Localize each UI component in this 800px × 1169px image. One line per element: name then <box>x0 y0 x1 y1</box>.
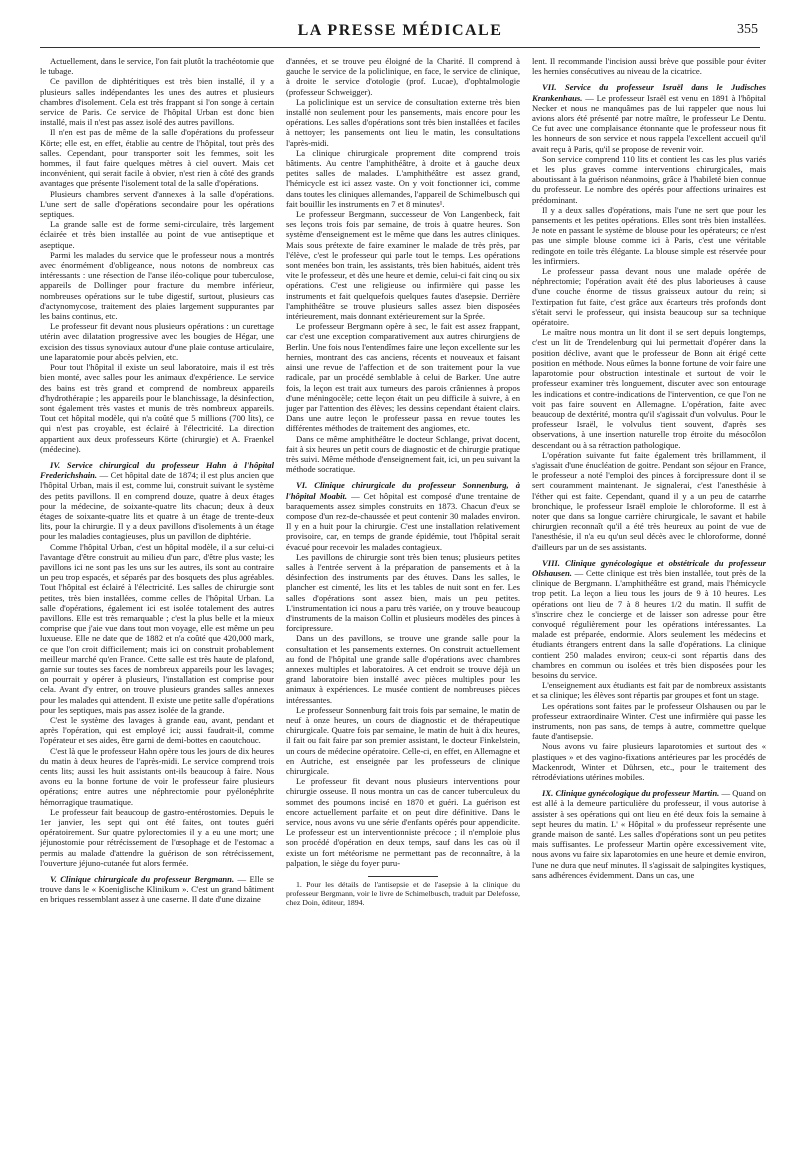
section-paragraph <box>532 82 766 153</box>
paragraph: Nous avons vu faire plusieurs laparotomies et surtout des « plastiques » et des vagino-fixations antérieures par les procédés de Mackenrodt, Winter et Dührsen, etc., pour le traitement des rétrodéviations utérines mobiles. <box>532 741 766 783</box>
paragraph: Le professeur fit devant nous plusieurs opérations : un curettage utérin avec dilatation progressive avec les bougies de Hégar, une excision des tissus synoviaux autour d'une plaie contuse articulaire, une laparatomie pour abcès pelvien, etc. <box>40 321 274 362</box>
section-paragraph <box>532 558 766 680</box>
paragraph: Actuellement, dans le service, l'on fait plutôt la trachéotomie que le tubage. <box>40 56 274 77</box>
section-paragraph <box>40 460 274 542</box>
section-heading: VIII. Clinique gynécologique et obstétricale du professeur Olshausen. <box>532 557 766 578</box>
paragraph: Il y a deux salles d'opérations, mais l'une ne sert que pour les pansements et les petites opérations. Elles sont très bien installées. Je note en passant le système de blouse pour les opérateurs; ce n'est pas une simple blouse comme ici à Paris, c'est une véritable redingote en toile très élégante. La blouse simple est réservée pour les infirmiers. <box>532 204 766 266</box>
section-text: — Cet hôpital est composé d'une trentaine de baraquements assez simples construits en 1873. Chacun d'eux se compose d'un rez-de-chaussée et peut contenir 30 malades environ. Il y en a huit pour la chirurgie. C'est une installation relativement provisoire, car, en temps de grande épidémie, tout l'hôpital serait évacué pour recevoir les malades contagieux. <box>286 490 520 552</box>
section-paragraph <box>532 788 766 880</box>
column-2 <box>286 56 520 1161</box>
paragraph: Il n'en est pas de même de la salle d'opérations du professeur Körte; elle est, en effet, établie au centre de l'hôpital, tout près des salles. Cependant, pour transporter soit les femmes, soit les hommes, il faut faire quelques mètres à ciel ouvert. Mais cet inconvénient, qui serait facile à obvier, n'est rien à côté des grands avantages que présente l'isolement total de la salle d'opérations. <box>40 127 274 189</box>
paragraph: Le professeur fait beaucoup de gastro-entérostomies. Depuis le 1er janvier, les sept qui ont été faites, ont toutes guéri opératoirement. Sur quatre pylorectomies il y a eu une mort; une jéjunostomie pour rétrécissement de l'œsophage et de l'estomac a permis au malade d'attendre la guérison de son rétrécissement, l'ouverture jéjuno-cutanée fut alors fermée. <box>40 806 274 868</box>
paragraph: La policlinique est un service de consultation externe très bien installé non seulement pour les pansements, mais encore pour les opérations. Les salles d'opérations sont très bien installées et faciles à nettoyer; les pansements ont lieu le matin, les consultations l'après-midi. <box>286 96 520 148</box>
paragraph: La clinique chirurgicale proprement dite comprend trois bâtiments. Au centre l'amphithéâtre, à droite et à gauche deux petites salles de malades. L'amphithéâtre est assez grand, l'hémicycle est ici assez vaste. On y voit fonctionner ici, comme dans toutes les cliniques allemandes, l'appareil de Schimelbusch qui fait bouillir les instruments en 7 et 8 minutes¹. <box>286 147 520 209</box>
footnote-rule <box>368 876 438 877</box>
section-heading: VII. Service du professeur Israël dans le Judisches Krankenhaus. <box>532 82 766 103</box>
paragraph: Les opérations sont faites par le professeur Olshausen ou par le professeur extraordinaire Winter. C'est une infirmière qui passe les instruments, non pas sans, de temps à autre, commettre quelque faute d'antisepsie. <box>532 700 766 742</box>
paragraph: Son service comprend 110 lits et contient les cas les plus variés et les plus graves comme interventions chirurgicales, mais aboutissant à la guérison néanmoins, grâce à l'habileté bien connue du professeur. Le nombre des opérés pour affections urinaires est prédominant. <box>532 153 766 205</box>
paragraph: Le maître nous montra un lit dont il se sert depuis longtemps, c'est un lit de Trendelenburg qui lui permettait d'opérer dans la position déclive, avant que le professeur de Bonn ait érigé cette position en méthode. Nous eûmes la bonne fortune de voir faire une laparotomie pour obstruction intestinale et surtout de voir le professeur examiner très longuement, discuter avec son entourage les indications et contre-indications de l'intervention, ce que l'on ne voit pas faire souvent en Allemagne. L'opération, faite avec beaucoup de dextérité, montra qu'il s'agissait d'un volvulus. Pour le professeur Israël, le volvulus tient souvent, d'après ses observations, à une insertion naturelle trop étroite du mésocôlon descendant ou à sa rétraction pathologique. <box>532 327 766 450</box>
paragraph: Le professeur Bergmann, successeur de Von Langenbeck, fait ses leçons trois fois par semaine, de trois à quatre heures. Son système d'enseignement est le même que dans les autres cliniques. Mais sous prétexte de faire examiner le malade de très près, par l'élève, c'est le professeur qui parle tout le temps. Les opérations sont menées bon train, les assistants, très bien habitués, aident très vite le professeur, et dès une heure et demie, celui-ci fait cinq ou six opérations. C'est une religieuse ou infirmière qui passe les instruments et fait quelquefois quelques fautes d'asepsie. Derrière l'amphithéâtre se trouve plusieurs salles assez bien disposées intérieurement, mais donnant extérieurement sur la Sprée. <box>286 209 520 322</box>
paragraph: lent. Il recommande l'incision aussi brève que possible pour éviter les hernies consécutives au niveau de la cicatrice. <box>532 56 766 77</box>
paragraph: d'années, et se trouve peu éloigné de la Charité. Il comprend à gauche le service de la policlinique, en face, le service de clinique, à droite le service d'otologie (prof. Lucae), d'ophtalmologie (professeur Schweigger). <box>286 56 520 97</box>
paragraph: La grande salle est de forme semi-circulaire, très largement éclairée et très bien installée au point de vue antiseptique et aseptique. <box>40 219 274 250</box>
paragraph: C'est là que le professeur Hahn opère tous les jours de dix heures du matin à deux heures de l'après-midi. Le service comprend trois cents lits; aussi les huit assistants ont-ils beaucoup à faire. Nous avons eu la bonne fortune de voir le professeur faire plusieurs opérations; entre autres une néphrectomie pour pyélonéphrite hémorragique traumatique. <box>40 745 274 807</box>
section-text: — Cette clinique est très bien installée, tout près de la clinique de Bergmann. L'amphithéâtre est grand, mais l'hémicycle trop petit. La leçon a lieu tous les jours de 9 à 10 heures. Les opérations ont lieu de 7 à 8 heures 1/2 du matin. Il suffit de s'inscrire chez le concierge et de laisser son adresse pour être convoqué régulièrement pour les opérations intéressantes. La malade est préparée, endormie. Alors seulement les médecins et étudiants étrangers entrent dans la salle d'opérations. La clinique contient 250 malades environ; ceux-ci sont répartis dans des chambres en commun ou isolées et très bien disposées pour les besoins du service. <box>532 567 766 680</box>
section-heading: VI. Clinique chirurgicale du professeur Sonnenburg, à l'hôpital Moabit. <box>286 480 520 501</box>
section-heading: IX. Clinique gynécologique du professeur Martin. <box>542 788 720 799</box>
paragraph: Comme l'hôpital Urban, c'est un hôpital modèle, il a sur celui-ci l'avantage d'être construit au milieu d'un parc, d'être plus vaste; les pavillons ici ne sont pas les uns sur les autres, ils sont au contraire un peu trop espacés, et séparés par des bosquets des plus agréables. Tout l'hôpital est éclairé à l'électricité. Les salles de chirurgie sont petites, très bien installées, comme celles de l'hôpital Urban. La salle d'opérations, également ici est isolée totalement des autres pavillons. Elle est très remarquable ; c'est la plus belle et la mieux comprise que j'aie vue dans tout mon voyage, elle est même un peu luxueuse. Elle ne date que de 1882 et n'a coûté que 420,000 mark, ce que l'on croit difficilement; mais ici on construit probablement meilleur marché qu'en France. Cette salle est très haute de plafond, garnie sur toutes ses faces de nombreux appareils pour les lavages; on pourrait y opérer à plusieurs, l'installation est comprise pour cela. Avant d'y entrer, on trouve plusieurs grandes salles annexes pour les malades qui attendent. Il existe une petite salle d'opérations pour les septiques, mais pas assez isolée de la grande. <box>40 541 274 715</box>
paragraph: C'est le système des lavages à grande eau, avant, pendant et après l'opération, qui est employé ici; aussi faudrait-il, comme l'opérateur et ses aides, être garni de demi-bottes en caoutchouc. <box>40 715 274 746</box>
paragraph: Ce pavillon de diphtéritiques est très bien installé, il y a plusieurs salles indépendantes les unes des autres et plusieurs chambres d'isolement. Cela est très frappant si l'on songe à certain service de Paris. Ce service de l'hôpital Urban est donc bien installé, mais il n'est pas assez isolé des autres pavillons. <box>40 76 274 128</box>
section-text: — Cet hôpital date de 1874; il est plus ancien que l'hôpital Urban, mais il est, comme lui, construit suivant le système des petits pavillons. Il en comprend douze, quatre à deux étages pour la médecine, de soixante-quatre lits chacun; deux à deux étages de soixante-quatre lits et quatre à un étage de trente-deux lits, pour la chirurgie. Il y a deux pavillons d'isolements à un étage pour les maladies contagieuses, plus un pavillon de diphtérie. <box>40 470 274 542</box>
paragraph: L'opération suivante fut faite également très brillamment, il s'agissait d'une énucléation de goitre. Pendant son séjour en France, le professeur a noté l'emploi des pinces à forcipressure dont il se sert couramment maintenant. Je signalerai, c'est l'anesthésie à l'éther qui est faite. Cependant, quand il y a un peu de catarrhe bronchique, le professeur Israël emploie le chloroforme. Il est à noter que dans sa longue carrière chirurgicale, le savant et habile chirurgien reconnaît qu'il a été très heureux au point de vue de l'anesthésie, il n'a eu qu'un seul décès avec le chloroforme, donné d'ailleurs par un de ses assistants. <box>532 449 766 552</box>
paragraph: Pour tout l'hôpital il existe un seul laboratoire, mais il est très bien monté, avec salles pour les animaux d'expérience. Le service des bains est très grand et comprend de nombreux appareils d'hydrothérapie ; les appareils pour le blanchissage, la désinfection, sont également très vastes et munis de très nombreux appareils. Tout cet hôpital modèle, qui n'a coûté que 5 millions (700 lits), ce qui n'est pas croyable, est éclairé à l'électricité. La direction appartient aux deux professeurs Körte (chirurgie) et A. Fraenkel (médecine). <box>40 362 274 454</box>
section-text: — Elle se trouve dans le « Koeniglische Klinikum ». C'est un grand bâtiment en briques ressemblant assez à une caserne. Il date d'une dizaine <box>40 874 274 905</box>
paragraph: Dans un des pavillons, se trouve une grande salle pour la consultation et les pansements externes. On construit actuellement au fond de l'hôpital une grande salle d'opérations avec chambres annexes multiples et laboratoires. A cet endroit se trouve déjà un grand laboratoire bien installé avec pièces multiples pour les animaux à expériences. Le musée contient de nombreuses pièces intéressantes. <box>286 633 520 705</box>
article-columns <box>40 56 768 1161</box>
paragraph: Parmi les malades du service que le professeur nous a montrés avec énormément d'obligeance, nous notons de nombreux cas intéressants : une résection de l'anse iléo-colique pour tuberculose, appareils de Dollinger pour fracture du membre inférieur, nombreuses opérations sur le tube digestif, surtout, plusieurs cas d'actynomycose, traitement des plaies largement suppurantes par les bains continus, etc. <box>40 249 274 322</box>
paragraph: Le professeur fit devant nous plusieurs interventions pour chirurgie osseuse. Il nous montra un cas de cancer tuberculeux du sommet des poumons incisé en 1870 et guéri. La guérison est encore actuellement parfaite et on peut dire définitive. Dans le service, nous avons vu une série d'enfants opérés pour appendicite. Le professeur est un interventionniste précoce ; il n'emploie plus son procédé d'opération en deux temps, sauf dans les cas où il existe un fort météorisme ne permettant pas de reconnaître, à la palpation, le siège du foyer puru- <box>286 776 520 868</box>
paragraph: Le professeur Bergmann opère à sec, le fait est assez frappant, car c'est une exception comparativement aux autres chirurgiens de Berlin. Une fois nous l'entendîmes faire une leçon excellente sur les hernies, montrant des cas anciens, récents et nouveaux et faisant ainsi une revue de l'affection et de son traitement pour la vue radicale, par un procédé semblable à celui de Barker. Une autre fois, la leçon est trait aux tumeurs des parois crâniennes à propos d'une méningocèle; cette leçon était un peu difficile à suivre, à en juger par l'attention des élèves; les dessins cependant étaient clairs. Dans une autre leçon le professeur passa en revue toutes les différentes méthodes de traitement des angiomes, etc. <box>286 321 520 434</box>
section-heading: IV. Service chirurgical du professeur Hahn à l'hôpital Frederichshain. <box>40 459 274 481</box>
section-text: — Le professeur Israël est venu en 1891 à l'hôpital Necker et nous ne manquâmes pas de lui rappeler que nous lui avions alors été présenté par notre maître, le professeur Le Dentu. Ce fut avec une complaisance étonnante que le professeur nous fit les honneurs de son service et nous rappela l'excellent accueil qu'il avait reçu à Paris, qu'il se propose de revenir voir. <box>532 92 766 154</box>
column-3 <box>532 56 766 1161</box>
paragraph: Plusieurs chambres servent d'annexes à la salle d'opérations. L'une sert de salle d'opérations secondaire pour les opérations septiques. <box>40 188 274 220</box>
paragraph: L'enseignement aux étudiants est fait par de nombreux assistants et sa clinique; les élèves sont répartis par groupes et font un stage. <box>532 680 766 701</box>
header-rule <box>40 47 760 48</box>
page-number: 355 <box>737 22 758 37</box>
footnote: 1. Pour les détails de l'antisepsie et de l'asepsie à la clinique du professeur Bergmann, voir le livre de Schimelbusch, traduit par Delefosse, chez Doin, éditeur, 1894. <box>286 880 520 908</box>
paragraph: Le professeur passa devant nous une malade opérée de néphrectomie; l'opération avait été des plus laborieuses à cause d'une couche énorme de tissus graisseux autour du rein; si l'extirpation fut faite, c'est grâce aux écarteurs très profonds dont s'était servi le professeur, qui insista beaucoup sur sa technique opératoire. <box>532 266 766 328</box>
page-header <box>40 18 760 48</box>
section-paragraph <box>40 874 274 905</box>
column-1 <box>40 56 274 1161</box>
section-text: — Quand on est allé à la demeure particulière du professeur, il vous autorise à assister à ses opérations qui ont lieu en été deux fois la semaine à sept heures du matin. L' « Hôpital » du professeur représente une grande maison de santé. Les salles d'opérations sont un peu petites mais suffisantes. Le professeur Martin opère excessivement vite, nous avons vu faire six laparotomies en une heure et demie environ, l'une ne dura que neuf minutes. Il s'agissait de salpingites kystiques, sans adhérences évidemment. Dans un cas, une <box>532 788 766 880</box>
section-heading: V. Clinique chirurgicale du professeur Bergmann. <box>50 874 235 885</box>
journal-title: LA PRESSE MÉDICALE <box>297 22 503 39</box>
paragraph: Dans ce même amphithéâtre le docteur Schlange, privat docent, fait à six heures un petit cours de diagnostic et de chirurgie pratique très suivi. Même méthode d'enseignement fait, ici, un peu suivant la méthode socratique. <box>286 433 520 475</box>
paragraph: Le professeur Sonnenburg fait trois fois par semaine, le matin de neuf à onze heures, un cours de diagnostic et de thérapeutique chirurgicale. Quatre fois par semaine, le matin de huit à dix heures, il fait ou fait faire par son premier assistant, le docteur Finkelstein, un cours de médecine opératoire. Celle-ci, en effet, en Allemagne et en Autriche, est enseignée par les professeurs de clinique chirurgicale. <box>286 704 520 777</box>
paragraph: Les pavillons de chirurgie sont très bien tenus; plusieurs petites salles à l'entrée servent à la préparation de pansements et à la désinfection des instruments par des étuves. Dans les salles, le plancher est cimenté, les lits et les tables de nuit sont en fer. Les salles d'opérations sont assez bien, mais un peu petites. L'instrumentation ici nous a paru très variée, on y trouve beaucoup d'instruments de la maison Collin et plusieurs modèles des pinces à forcipressure. <box>286 551 520 634</box>
section-paragraph <box>286 480 520 551</box>
